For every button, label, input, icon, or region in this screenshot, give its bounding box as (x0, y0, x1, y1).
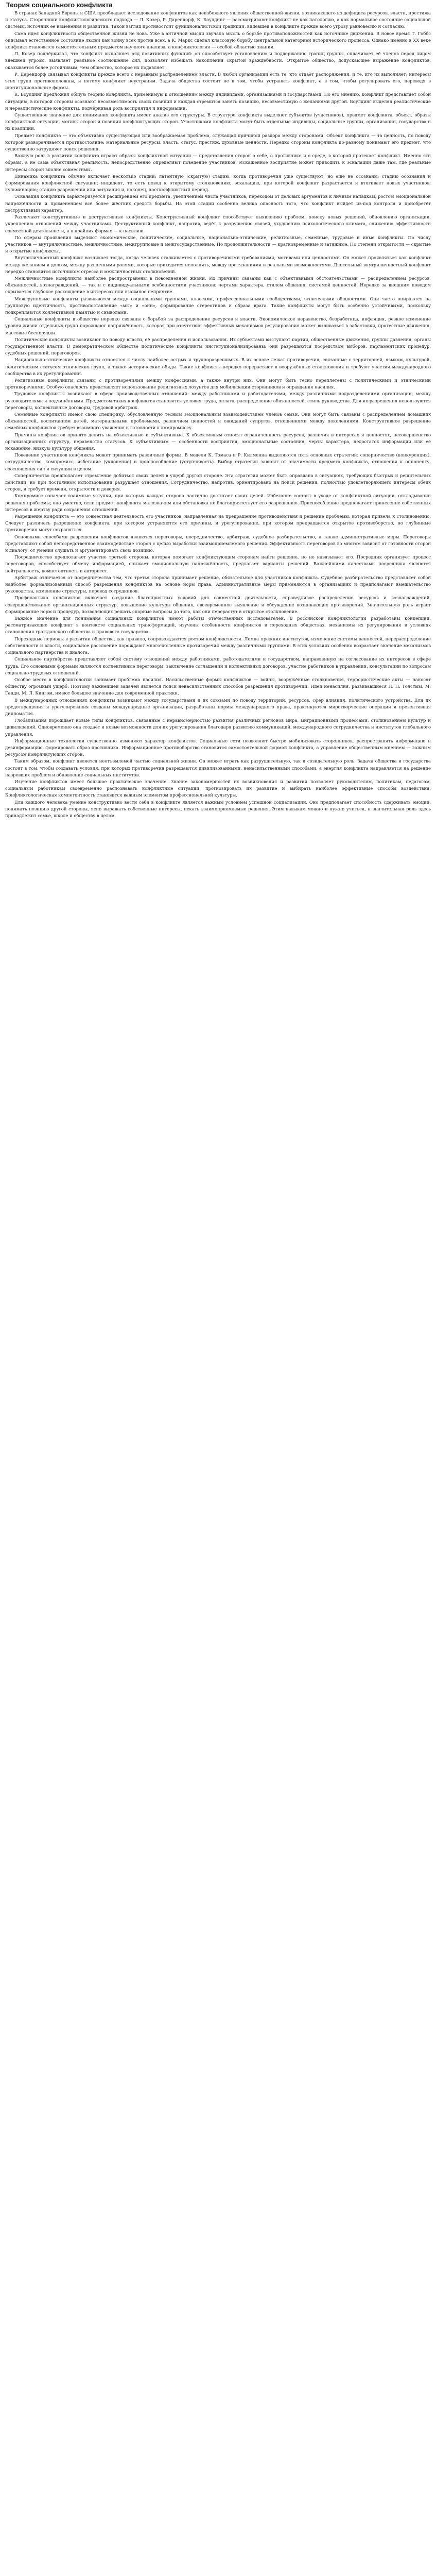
paragraph: Межличностные конфликты наиболее распространены в повседневной жизни. Их причины связаны как с объективными обстоятельствами — распределением ресурсов, обязанностей, вознаграждений, — так и с индивидуальными особенностями участников: чертами характера, стилем общения, системой ценностей. Нередко за внешним поводом скрывается глубокое расхождение в интересах или взаимное неприятие. (5, 275, 431, 295)
paragraph: Изучение конфликтов имеет большое практическое значение. Знание закономерностей их возникновения и развития позволяет руководителям, политикам, педагогам, социальным работникам своевременно распознавать конфликтные ситуации, прогнозировать их развитие и выбирать наиболее эффективные способы воздействия. Конфликтологическая компетентность становится важным элементом профессиональной культуры. (5, 778, 431, 798)
paragraph: По сферам проявления выделяют экономические, политические, социальные, национально-этнические, религиозные, семейные, трудовые и иные конфликты. По числу участников — внутриличностные, межличностные, межгрупповые и межгосударственные. По продолжительности — кратковременные и затяжные. По степени открытости — скрытые и открытые конфликты. (5, 234, 431, 254)
paragraph: Основными способами разрешения конфликтов являются переговоры, посредничество, арбитраж, судебное разбирательство, а также административные меры. Переговоры представляют собой непосредственное взаимодействие сторон с целью выработки взаимоприемлемого решения. Эффективность переговоров во многом зависит от готовности сторон к диалогу, от умения слушать и аргументировать свою позицию. (5, 534, 431, 553)
paragraph: Л. Козер подчёркивал, что конфликт выполняет ряд позитивных функций: он способствует установлению и поддержанию границ группы, сплачивает её членов перед лицом внешней угрозы, выявляет реальное соотношение сил, позволяет избежать накопления скрытой враждебности. Открытое общество, допускающее выражение конфликтов, оказывается более устойчивым, чем общество, которое их подавляет. (5, 51, 431, 70)
paragraph: Компромисс означает взаимные уступки, при которых каждая сторона частично достигает своих целей. Избегание состоит в уходе от конфликтной ситуации, откладывании решения проблемы; оно уместно, если предмет конфликта малозначим или обстановка не благоприятствует его разрешению. Приспособление предполагает принесение собственных интересов в жертву ради сохранения отношений. (5, 493, 431, 512)
paragraph: Переходные периоды в развитии общества, как правило, сопровождаются ростом конфликтности. Ломка прежних институтов, изменение системы ценностей, перераспределение собственности и власти, социальное расслоение порождают многочисленные противоречия между различными группами. В этих условиях особенно возрастает значение механизмов социального партнёрства и диалога. (5, 636, 431, 655)
article-body (5, 10, 431, 819)
paragraph: Сама идея конфликтности общественной жизни не нова. Уже в античной мысли звучала мысль о борьбе противоположностей как источнике движения. В новое время Т. Гоббс описывал естественное состояние людей как войну всех против всех, а К. Маркс сделал классовую борьбу центральной категорией исторического процесса. Однако именно в XX веке конфликт становится самостоятельным предметом научного анализа, а конфликтология — особой областью знания. (5, 30, 431, 50)
paragraph: Социальные конфликты в обществе нередко связаны с борьбой за распределение ресурсов и власти. Экономическое неравенство, безработица, инфляция, резкое изменение уровня жизни отдельных групп порождают напряжённость, которая при отсутствии эффективных механизмов регулирования может выливаться в забастовки, протестные движения, массовые беспорядки. (5, 316, 431, 335)
paragraph: Предмет конфликта — это объективно существующая или воображаемая проблема, служащая причиной раздора между сторонами. Объект конфликта — та ценность, по поводу которой разворачивается противостояние: материальные ресурсы, власть, статус, престиж, духовные ценности. Нередко стороны конфликта по-разному понимают его предмет, что существенно затрудняет поиск решения. (5, 132, 431, 152)
paragraph: Р. Дарендорф связывал конфликты прежде всего с неравным распределением власти. В любой организации есть те, кто отдаёт распоряжения, и те, кто их выполняет; интересы этих групп противоположны, и потому конфликт неустраним. Задача общества состоит не в том, чтобы устранить конфликт, а в том, чтобы регулировать его, переводя в институциональные формы. (5, 71, 431, 91)
paragraph: Существенное значение для понимания конфликта имеет анализ его структуры. В структуре конфликта выделяют субъектов (участников), предмет конфликта, объект, образы конфликтной ситуации, мотивы сторон и позиции конфликтующих сторон. Участниками конфликта могут быть отдельные индивиды, социальные группы, организации, государства и их коалиции. (5, 112, 431, 131)
paragraph: Причины конфликтов принято делить на объективные и субъективные. К объективным относят ограниченность ресурсов, различия в интересах и ценностях, несовершенство организационных структур, неравенство статусов. К субъективным — особенности восприятия, эмоциональные состояния, черты характера, недостаток информации или её искажение, низкую культуру общения. (5, 432, 431, 451)
paragraph: Арбитраж отличается от посредничества тем, что третья сторона принимает решение, обязательное для участников конфликта. Судебное разбирательство представляет собой наиболее формализованный способ разрешения конфликтов на основе норм права. Административные меры применяются в организациях и предполагают вмешательство руководства, изменение структуры, перевод сотрудников. (5, 574, 431, 594)
paragraph: Политические конфликты возникают по поводу власти, её распределения и использования. Их субъектами выступают партии, общественные движения, группы давления, органы государственной власти. В демократическом обществе политические конфликты институционализированы: они разрешаются посредством выборов, парламентских процедур, судебных решений, переговоров. (5, 336, 431, 356)
paragraph: Профилактика конфликтов включает создание благоприятных условий для совместной деятельности, справедливое распределение ресурсов и вознаграждений, совершенствование организационных структур, повышение культуры общения, своевременное выявление и обсуждение возникающих противоречий. Значительную роль играет формирование норм и процедур, позволяющих решать спорные вопросы до того, как они перерастут в открытое столкновение. (5, 595, 431, 614)
paragraph: Посредничество предполагает участие третьей стороны, которая помогает конфликтующим сторонам найти решение, но не навязывает его. Посредник организует процесс переговоров, способствует обмену информацией, снижает эмоциональную напряжённость, предлагает варианты решений. Важнейшими качествами посредника являются нейтральность, компетентность и авторитет. (5, 554, 431, 573)
paragraph: Религиозные конфликты связаны с противоречиями между конфессиями, а также внутри них. Они могут быть тесно переплетены с политическими и этническими противоречиями. Особую опасность представляет использование религиозных лозунгов для мобилизации сторонников и оправдания насилия. (5, 377, 431, 390)
paragraph: Таким образом, конфликт является неотъемлемой частью социальной жизни. Он может играть как разрушительную, так и созидательную роль. Задача общества и государства состоит в том, чтобы создавать условия, при которых противоречия разрешаются цивилизованными, ненасильственными способами, а энергия конфликта направляется на решение назревших проблем и обновление социальных институтов. (5, 758, 431, 777)
paragraph: Социальное партнёрство представляет собой систему отношений между работниками, работодателями и государством, направленную на согласование их интересов в сфере труда. Его основными формами являются коллективные переговоры, заключение соглашений и коллективных договоров, участие работников в управлении, консультации по вопросам социально-трудовых отношений. (5, 656, 431, 675)
paragraph: Поведение участников конфликта может принимать различные формы. В модели К. Томаса и Р. Килменна выделяются пять основных стратегий: соперничество (конкуренция), сотрудничество, компромисс, избегание (уклонение) и приспособление (уступчивость). Выбор стратегии зависит от значимости предмета конфликта, отношения к оппоненту, соотношения сил и ситуации в целом. (5, 452, 431, 471)
paragraph: Для каждого человека умение конструктивно вести себя в конфликте является важным условием успешной социализации. Оно предполагает способность сдерживать эмоции, понимать позицию другой стороны, ясно выражать собственные интересы, искать взаимоприемлемые решения. Этим навыкам можно и нужно учиться, и значительная роль здесь принадлежит семье, школе и обществу в целом. (5, 799, 431, 818)
page-title: Теория социального конфликта (6, 1, 113, 9)
paragraph: Особое место в конфликтологии занимает проблема насилия. Насильственные формы конфликтов — войны, вооружённые столкновения, террористические акты — наносят обществу огромный ущерб. Поэтому важнейшей задачей является поиск ненасильственных способов разрешения противоречий. Идеи ненасилия, развивавшиеся Л. Н. Толстым, М. Ганди, М. Л. Кингом, имеют большое значение для современной практики. (5, 676, 431, 696)
paragraph: Информационные технологии существенно изменяют характер конфликтов. Социальные сети позволяют быстро мобилизовать сторонников, распространять информацию и дезинформацию, формировать образ противника. Информационное противоборство становится самостоятельной формой конфликта, а управление общественным мнением — важным ресурсом конфликтующих сторон. (5, 738, 431, 757)
paragraph: Эскалация конфликта характеризуется расширением его предмета, увеличением числа участников, переходом от деловых аргументов к личным нападкам, ростом эмоциональной напряжённости и применением всё более жёстких средств борьбы. На этой стадии особенно велика опасность того, что конфликт выйдет из-под контроля и приобретёт деструктивный характер. (5, 194, 431, 213)
paragraph: Динамика конфликта обычно включает несколько стадий: латентную (скрытую) стадию, когда противоречия уже существуют, но ещё не осознаны; стадию осознания и формирования конфликтной ситуации; инцидент, то есть повод к открытому столкновению; эскалацию, при которой конфликт разрастается и втягивает новых участников; кульминацию; стадию разрешения или затухания и, наконец, постконфликтный период. (5, 173, 431, 193)
paragraph: Межгрупповые конфликты развиваются между социальными группами, классами, профессиональными сообществами, этническими общностями. Они часто опираются на групповую идентичность, противопоставление «мы» и «они», формирование стереотипов и образа врага. Такие конфликты могут быть особенно устойчивыми, поскольку подкрепляются коллективной памятью и символами. (5, 296, 431, 315)
paragraph: Национально-этнические конфликты относятся к числу наиболее острых и трудноразрешимых. В их основе лежат противоречия, связанные с территорией, языком, культурой, политическим статусом этнических групп, а также исторические обиды. Такие конфликты нередко перерастают в вооружённые столкновения и требуют участия международного сообщества в их урегулировании. (5, 357, 431, 376)
paragraph: Важное значение для понимания социальных конфликтов имеют работы отечественных исследователей. В российской конфликтологии разработаны концепции, рассматривающие конфликт в контексте социальных трансформаций, изучены особенности конфликтов в переходных обществах, механизмы их регулирования в условиях становления гражданского общества и правового государства. (5, 616, 431, 635)
paragraph: Внутриличностный конфликт возникает тогда, когда человек сталкивается с противоречивыми требованиями, мотивами или ценностями. Он может проявляться как конфликт между желанием и долгом, между различными ролями, которые приходится исполнять, между притязаниями и реальными возможностями. Длительный внутриличностный конфликт нередко становится источником стресса и межличностных столкновений. (5, 255, 431, 274)
paragraph: К. Боулдинг предложил общую теорию конфликта, применимую к отношениям между индивидами, организациями и государствами. По его мнению, конфликт представляет собой ситуацию, в которой стороны осознают несовместимость своих позиций и каждая стремится занять позицию, несовместимую с желаниями другой. Боулдинг выделял реалистические и нереалистические конфликты, подчёркивая роль восприятия и информации. (5, 92, 431, 111)
paragraph: Разрешение конфликта — это совместная деятельность его участников, направленная на прекращение противодействия и решение проблемы, которая привела к столкновению. Следует различать разрешение конфликта, при котором устраняются его причины, и урегулирование, при котором прекращается открытое противоборство, но глубинные противоречия могут сохраняться. (5, 514, 431, 533)
paragraph: В странах Западной Европы и США преобладает исследование конфликтов как неизбежного явления общественной жизни, возникающего из дефицита ресурсов, власти, престижа и статуса. Сторонники конфликтологического подхода — Л. Козер, Р. Дарендорф, К. Боулдинг — рассматривают конфликт не как патологию, а как нормальное состояние социальной системы, источник её изменения и развития. Такой взгляд противостоит функционалистской традиции, видевшей в конфликте прежде всего угрозу равновесию и согласию. (5, 10, 431, 29)
paragraph: Соперничество предполагает стремление добиться своих целей в ущерб другой стороне. Эта стратегия может быть оправдана в ситуациях, требующих быстрых и решительных действий, но при постоянном использовании разрушает отношения. Сотрудничество, напротив, ориентировано на поиск решения, полностью удовлетворяющего интересы обеих сторон, и требует времени, открытости и доверия. (5, 472, 431, 492)
paragraph: В международных отношениях конфликты возникают между государствами и их союзами по поводу территорий, ресурсов, сфер влияния, политического устройства. Для их предотвращения и урегулирования созданы международные организации, разработаны нормы международного права, практикуются миротворческие операции и превентивная дипломатия. (5, 697, 431, 716)
paragraph: Различают конструктивные и деструктивные конфликты. Конструктивный конфликт способствует выявлению проблем, поиску новых решений, обновлению организации, укреплению отношений между участниками. Деструктивный конфликт, напротив, ведёт к разрушению связей, ухудшению психологического климата, снижению эффективности совместной деятельности, а в крайних формах — к насилию. (5, 214, 431, 233)
paragraph: Трудовые конфликты возникают в сфере производственных отношений: между работниками и работодателями, между различными подразделениями организации, между руководителями и подчинёнными. Предметом таких конфликтов становятся условия труда, оплата, распределение обязанностей, стиль руководства. Для их разрешения используются переговоры, коллективные договоры, трудовой арбитраж. (5, 391, 431, 410)
paragraph: Семейные конфликты имеют свою специфику, обусловленную тесным эмоциональным взаимодействием членов семьи. Они могут быть связаны с распределением домашних обязанностей, воспитанием детей, материальными проблемами, различием ценностей и ожиданий супругов, отношениями между поколениями. Конструктивное разрешение семейных конфликтов требует взаимного уважения и готовности к компромиссу. (5, 411, 431, 431)
paragraph: Глобализация порождает новые типы конфликтов, связанные с неравномерностью развития различных регионов мира, миграционными процессами, столкновением культур и цивилизаций. Одновременно она создаёт и новые возможности для их урегулирования благодаря развитию коммуникаций, международного сотрудничества и институтов глобального управления. (5, 718, 431, 737)
paragraph: Важную роль в развитии конфликта играют образы конфликтной ситуации — представления сторон о себе, о противнике и о среде, в которой протекает конфликт. Именно эти образы, а не сама объективная реальность, непосредственно определяют поведение участников. Искажённое восприятие может приводить к эскалации даже там, где реальные интересы сторон вполне совместимы. (5, 153, 431, 172)
